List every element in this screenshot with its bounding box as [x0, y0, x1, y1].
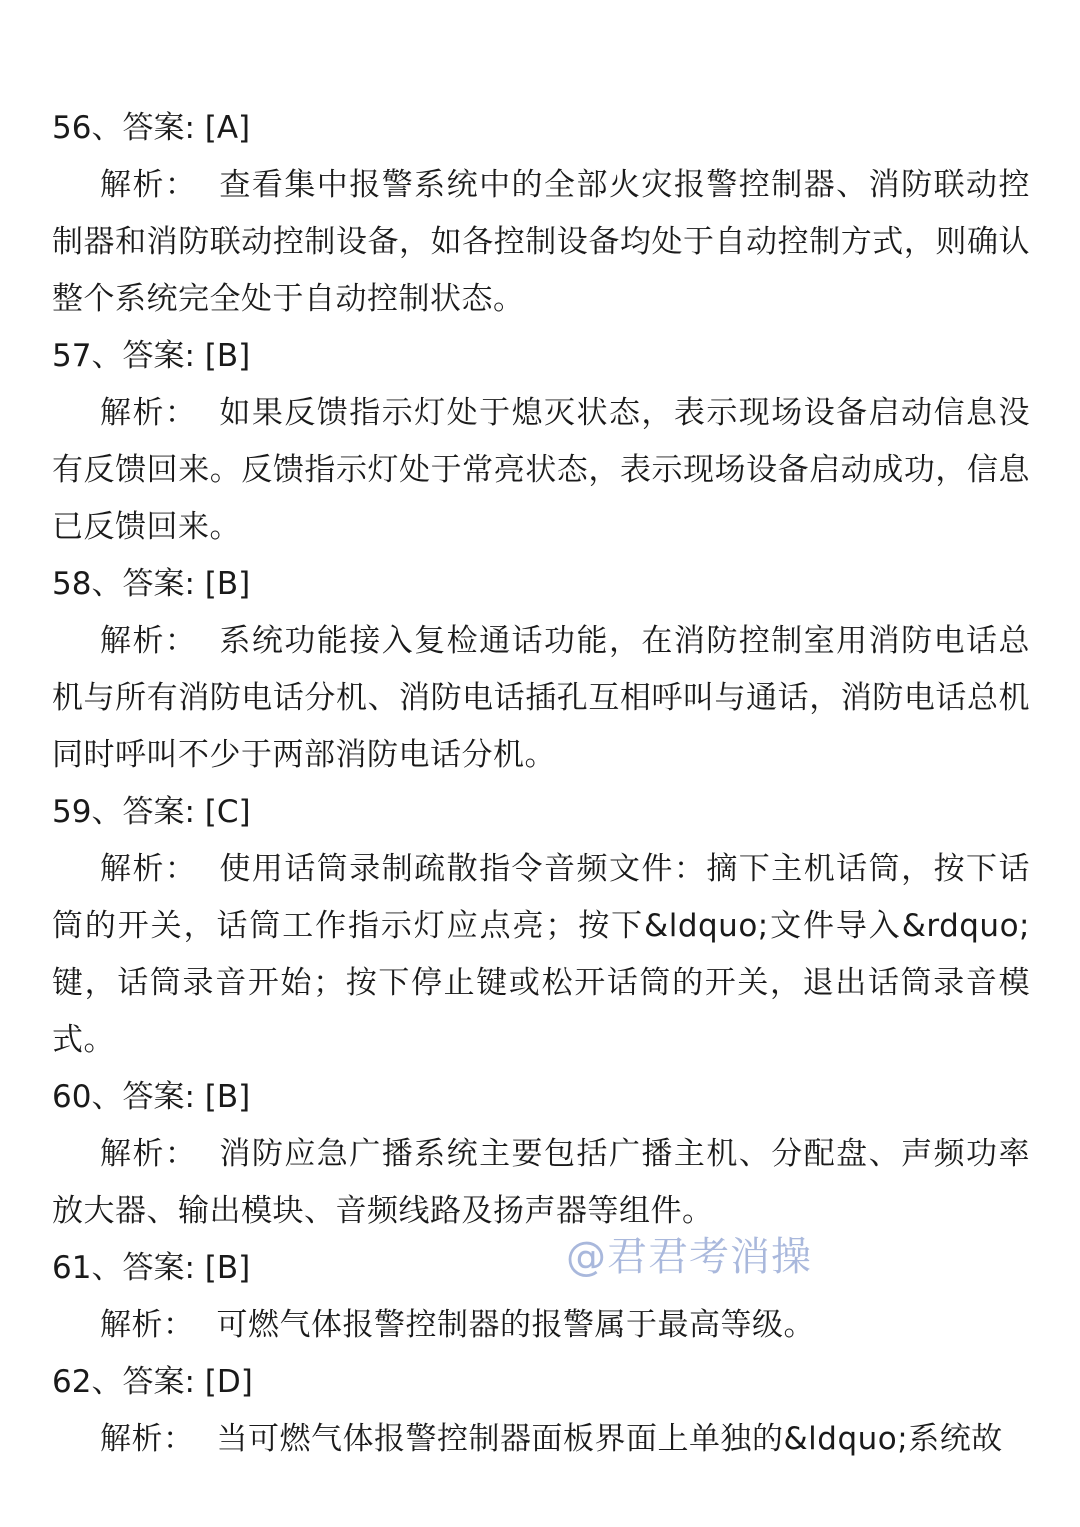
analysis-label: 解析：: [100, 167, 198, 203]
answer-block-56: [52, 100, 1030, 328]
analysis-text: 消防应急广播系统主要包括广播主机、分配盘、声频功率放大器、输出模块、音频线路及扬声器等组件。: [52, 1136, 1030, 1229]
watermark-text: @君君考消操: [566, 1234, 812, 1280]
answer-block-58: [52, 556, 1030, 784]
analysis-paragraph: [52, 1297, 1030, 1354]
answer-heading: 60、答案: [B]: [52, 1079, 251, 1115]
answer-block-57: [52, 328, 1030, 556]
analysis-label: 解析：: [100, 623, 198, 659]
analysis-paragraph: [52, 613, 1030, 784]
answer-block-59: [52, 784, 1030, 1069]
analysis-label: 解析：: [100, 851, 198, 887]
analysis-text: 当可燃气体报警控制器面板界面上单独的&ldquo;系统故: [216, 1421, 1003, 1457]
analysis-label: 解析：: [100, 1307, 195, 1343]
answer-heading: 58、答案: [B]: [52, 566, 251, 602]
analysis-paragraph: [52, 1411, 1030, 1468]
analysis-label: 解析：: [100, 395, 198, 431]
answer-block-60: [52, 1069, 1030, 1240]
analysis-paragraph: [52, 1126, 1030, 1240]
analysis-paragraph: [52, 157, 1030, 328]
answer-heading: 59、答案: [C]: [52, 794, 251, 830]
analysis-label: 解析：: [100, 1136, 198, 1172]
analysis-text: 如果反馈指示灯处于熄灭状态，表示现场设备启动信息没有反馈回来。反馈指示灯处于常亮状态，表示现场设备启动成功，信息已反馈回来。: [52, 395, 1030, 545]
analysis-text: 查看集中报警系统中的全部火灾报警控制器、消防联动控制器和消防联动控制设备，如各控制设备均处于自动控制方式，则确认整个系统完全处于自动控制状态。: [52, 167, 1030, 317]
document-body: [52, 100, 1030, 1468]
answer-block-61: [52, 1240, 1030, 1354]
analysis-label: 解析：: [100, 1421, 195, 1457]
answer-heading: 62、答案: [D]: [52, 1364, 253, 1400]
analysis-paragraph: [52, 385, 1030, 556]
answer-heading: 61、答案: [B]: [52, 1250, 251, 1286]
analysis-paragraph: [52, 841, 1030, 1069]
analysis-text: 系统功能接入复检通话功能，在消防控制室用消防电话总机与所有消防电话分机、消防电话插孔互相呼叫与通话，消防电话总机同时呼叫不少于两部消防电话分机。: [52, 623, 1030, 773]
answer-heading: 57、答案: [B]: [52, 338, 251, 374]
analysis-text: 使用话筒录制疏散指令音频文件：摘下主机话筒，按下话筒的开关，话筒工作指示灯应点亮；按下&ldquo;文件导入&rdquo;键，话筒录音开始；按下停止键或松开话筒的开关，退出话筒录音模式。: [52, 851, 1030, 1058]
analysis-text: 可燃气体报警控制器的报警属于最高等级。: [216, 1307, 815, 1343]
answer-heading: 56、答案: [A]: [52, 110, 251, 146]
answer-block-62: [52, 1354, 1030, 1468]
